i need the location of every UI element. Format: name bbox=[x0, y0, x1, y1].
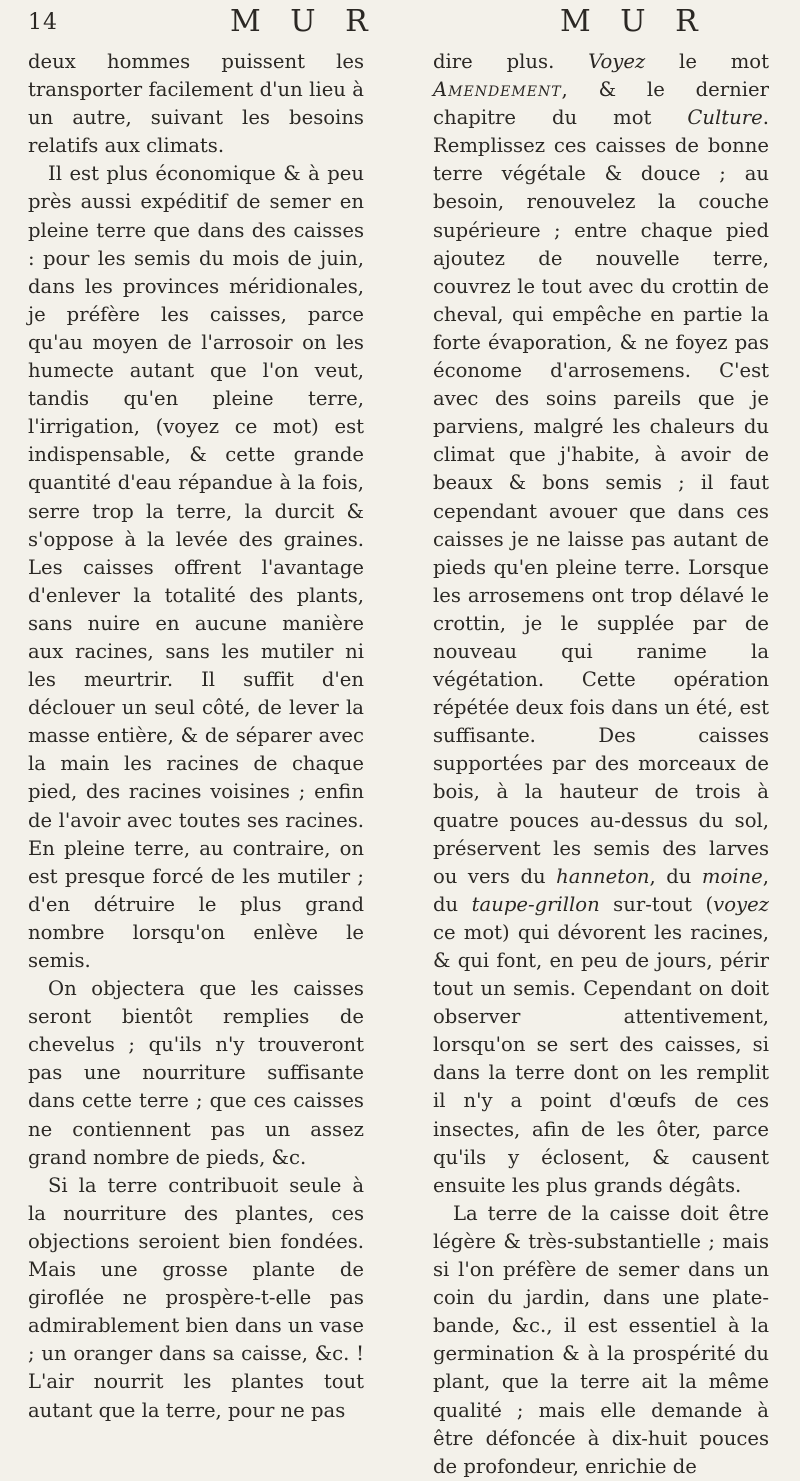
text-run: le mot bbox=[645, 50, 769, 73]
paragraph: Il est plus économique & à peu près aussi expéditif de semer en pleine terre que dans des caisses : pour les semis du mois de juin, dans les provinces méridionales, je préfère les caisses, parce qu'au moyen de l'arrosoir on les humecte autant que l'on veut, tandis qu'en pleine terre, l'irrigation, (voyez ce mot) est indispensable, & cette grande quantité d'eau répandue à la fois, serre trop la terre, la durcit & s'oppose à la levée des graines. Les caisses offrent l'avantage d'enlever la totalité des plants, sans nuire en aucune manière aux racines, sans les mutiler ni les meurtrir. Il suffit d'en déclouer un seul côté, de lever la masse entière, & de séparer avec la main les racines de chaque pied, des racines voisines ; enfin de l'avoir avec toutes ses racines. En pleine terre, au contraire, on est presque forcé de les mutiler ; d'en détruire le plus grand nombre lorsqu'on enlève le semis. bbox=[28, 162, 364, 972]
left-column bbox=[28, 48, 364, 1425]
text-run: sur-tout ( bbox=[599, 892, 714, 916]
right-column bbox=[433, 48, 769, 1481]
cross-reference-term: Culture bbox=[687, 106, 763, 130]
italic-term: taupe-grillon bbox=[471, 892, 600, 916]
running-head-right: M U R bbox=[560, 4, 708, 39]
paragraph: Si la terre contribuoit seule à la nourriture des plantes, ces objections seroient bien fondées. Mais une grosse plante de giroflée ne prospère-t-elle pas admirablement bien dans un vase ; un oranger dans sa caisse, &c. ! L'air nourrit les plantes tout autant que la terre, pour ne pas bbox=[28, 1173, 364, 1422]
paragraph: On objectera que les caisses seront bientôt remplies de chevelus ; qu'ils n'y trouveront pas une nourriture suffisante dans cette terre ; que ces caisses ne contiennent pas un assez grand nombre de pieds, &c. bbox=[28, 977, 364, 1169]
paragraph bbox=[433, 48, 769, 1200]
text-run: . Remplissez ces caisses de bonne terre végétale & douce ; au besoin, renouvelez la couche supérieure ; entre chaque pied ajoutez de nouvelle terre, couvrez le tout avec du crottin de cheval, qui empêche en partie la forte évaporation, & ne foyez pas économe d'arrosemens. C'est avec des soins pareils que je parviens, malgré les chaleurs du climat que j'habite, à avoir de beaux & bons semis ; il faut cependant avouer que dans ces caisses je ne laisse pas autant de pieds qu'en pleine terre. Lorsque les arrosemens ont trop délavé le crottin, je le supplée par de nouveau qui ranime la végétation. Cette opération répétée deux fois dans un été, est suffisante. Des caisses supportées par des morceaux de bois, à la hauteur de trois à quatre pouces au-dessus du sol, préservent les semis des larves ou vers du bbox=[433, 106, 769, 888]
text-run: ce mot) qui dévorent les racines, & qui font, en peu de jours, périr tout un semis. Cependant on doit observer attentivement, lorsqu'on se sert des caisses, si dans la terre dont on les remplit il n'y a point d'œufs de ces insectes, afin de les ôter, parce qu'ils y éclosent, & causent ensuite les plus grands dégâts. bbox=[433, 920, 769, 1197]
italic-term: moine bbox=[701, 864, 763, 888]
paragraph: deux hommes puissent les transporter facilement d'un lieu à un autre, suivant les besoins relatifs aux climats. bbox=[28, 50, 364, 158]
page-number: 14 bbox=[28, 10, 58, 35]
cross-reference: Voyez bbox=[588, 50, 646, 73]
cross-reference-term: Amendement bbox=[433, 78, 562, 102]
cross-reference: voyez bbox=[713, 892, 769, 916]
paragraph: La terre de la caisse doit être légère & très-substantielle ; mais si l'on préfère de semer dans un coin du jardin, dans une plate-bande, &c., il est essentiel à la germination & à la prospérité du plant, que la terre ait la même qualité ; mais elle demande à être défoncée à dix-huit pouces de profondeur, enrichie de bbox=[433, 1201, 769, 1478]
text-run: , & le dernier chapitre du mot bbox=[433, 78, 769, 130]
text-run: , du bbox=[649, 864, 702, 888]
text-run: , du bbox=[433, 864, 769, 916]
running-head-left: M U R bbox=[230, 4, 378, 39]
italic-term: hanneton bbox=[556, 864, 650, 888]
text-run: dire plus. bbox=[433, 50, 589, 73]
